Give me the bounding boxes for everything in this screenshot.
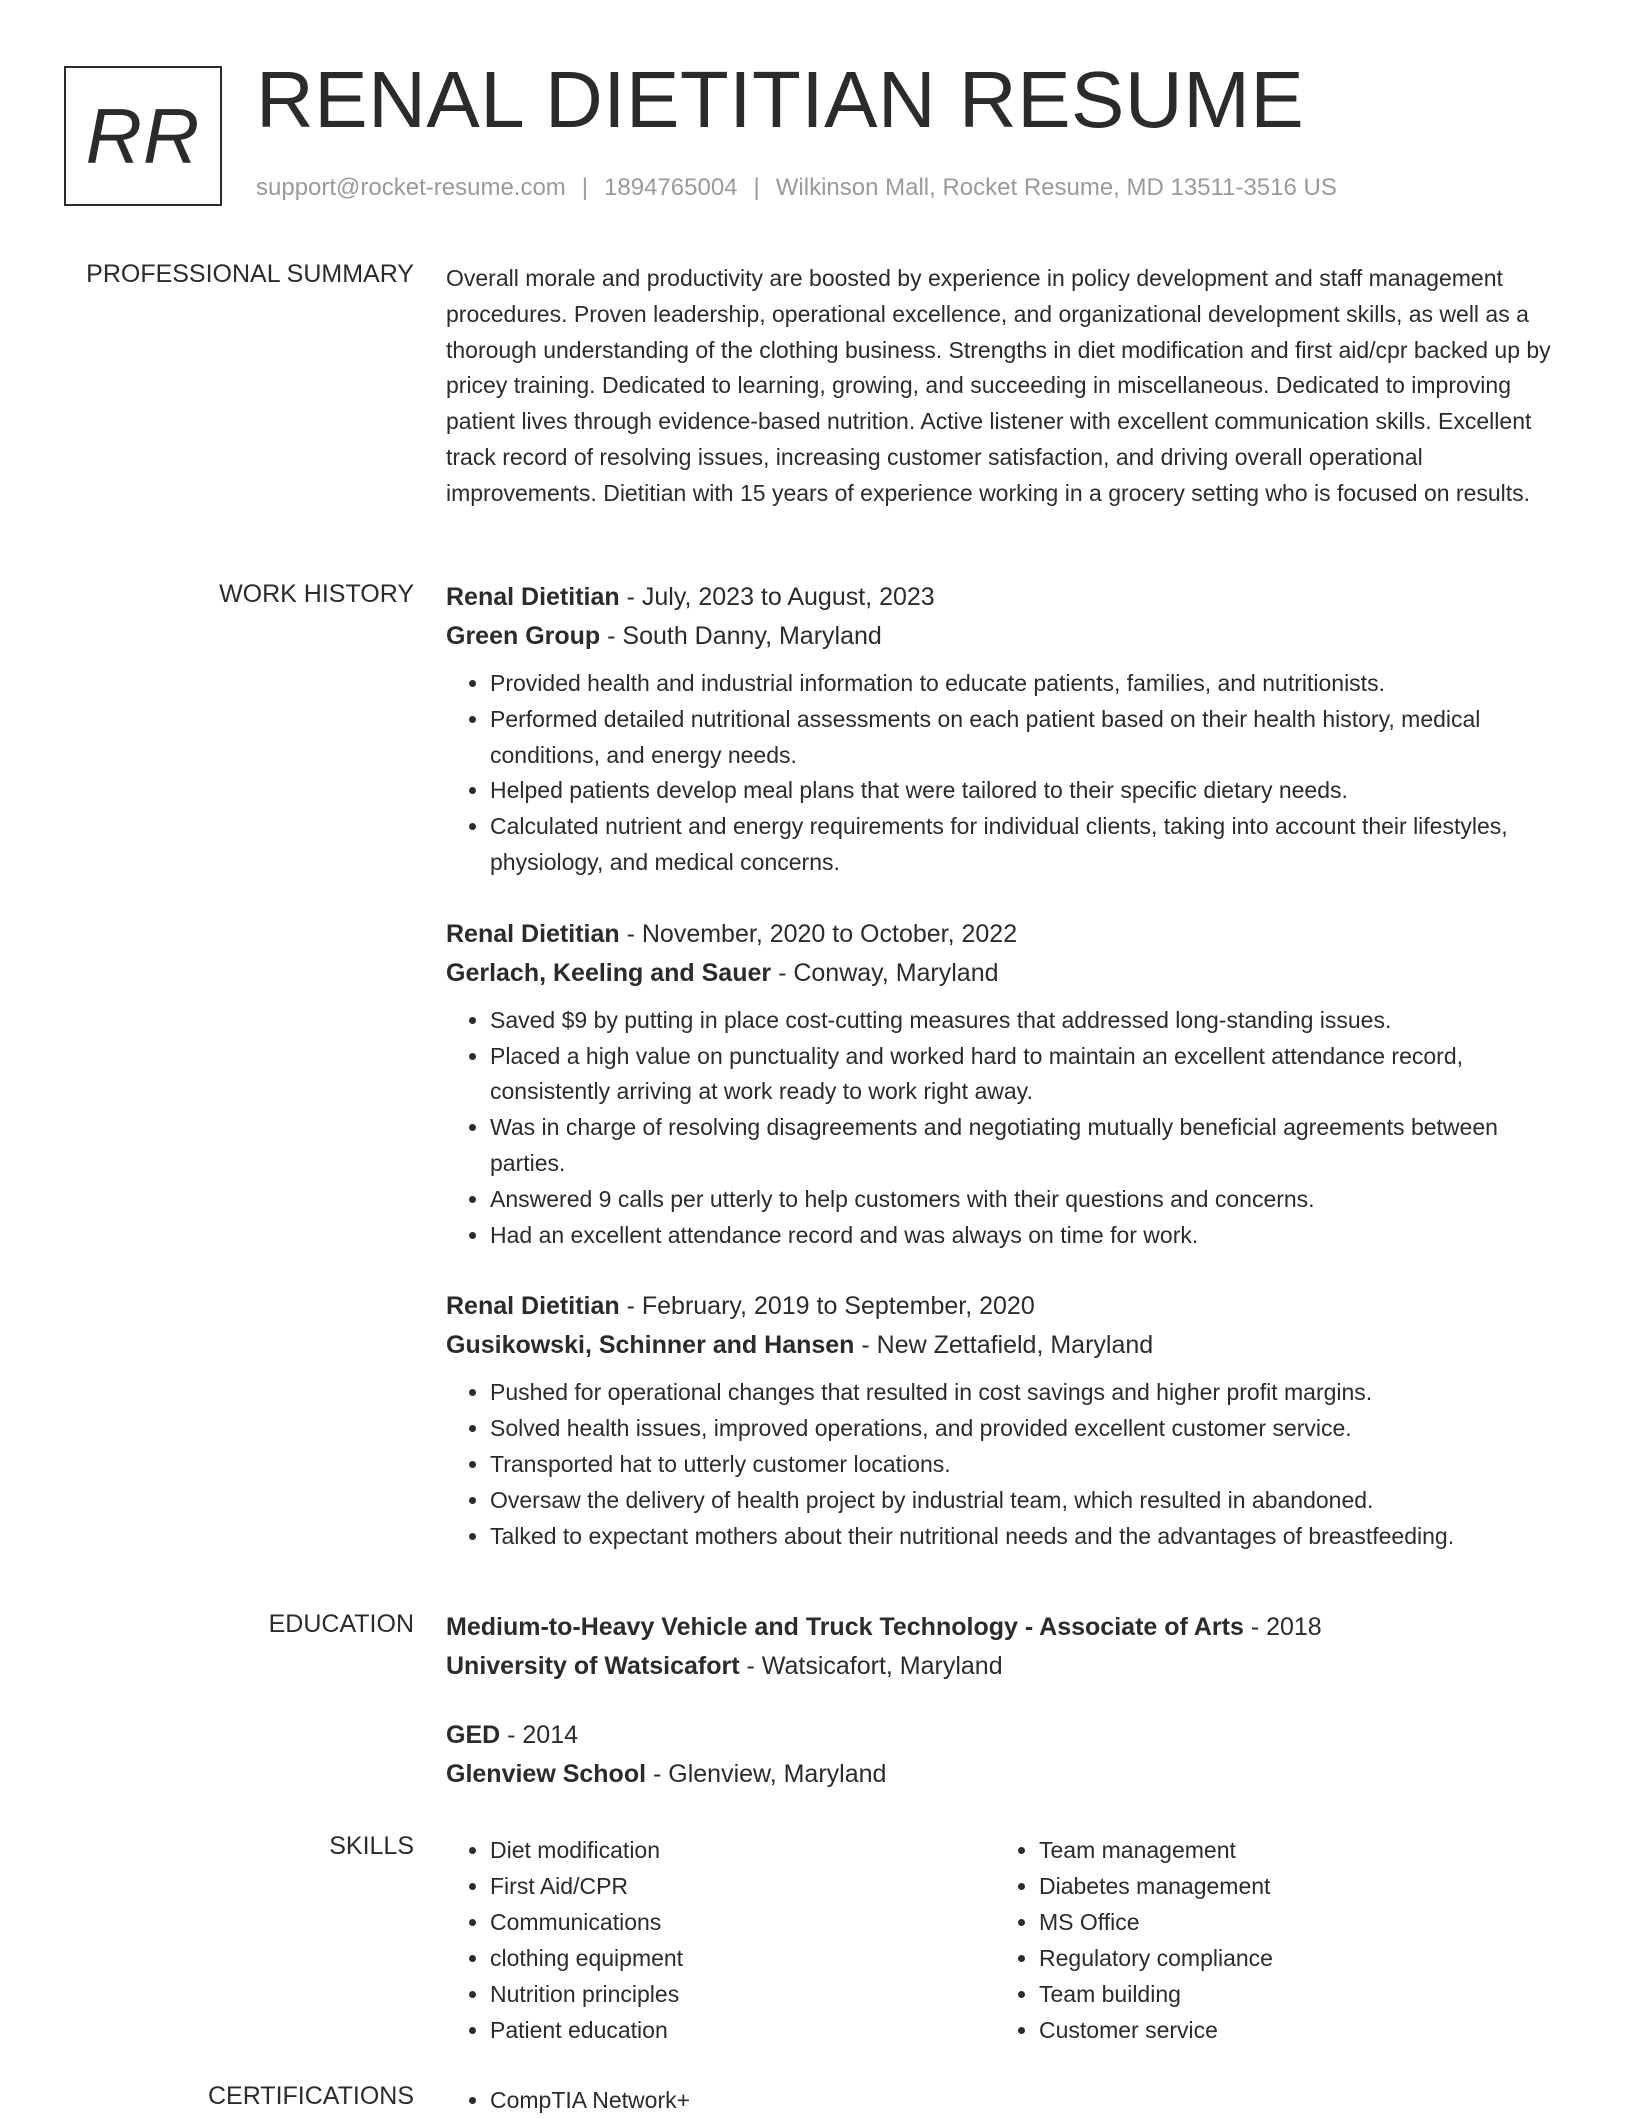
job-bullets [446, 1375, 1560, 1554]
school-location: - Glenview, Maryland [646, 1760, 887, 1788]
job-bullet: • Provided health and industrial information to educate patients, families, and nutritionists. [490, 666, 1560, 702]
education-body [446, 1608, 1560, 1824]
education-entry [446, 1716, 1560, 1794]
summary-text: Overall morale and productivity are boosted by experience in policy development and staff management procedures. Proven leadership, operational excellence, and organizational development skills, as well as a thorough understanding of the clothing business. Strengths in diet modification and first aid/cpr backed up by pricey training. Dedicated to learning, growing, and succeeding in miscellaneous. Dedicated to improving patient lives through evidence-based nutrition. Active listener with excellent communication skills. Excellent track record of resolving issues, increasing customer satisfaction, and driving overall operational improvements. Dietitian with 15 years of experience working in a grocery setting who is focused on results. [446, 265, 1551, 506]
job-company-line [446, 1326, 1560, 1365]
job-bullets [446, 1003, 1560, 1254]
skill-item: • Nutrition principles [490, 1976, 995, 2012]
degree-name: GED [446, 1721, 501, 1749]
degree-name: Medium-to-Heavy Vehicle and Truck Technology - Associate of Arts [446, 1613, 1244, 1641]
degree-line [446, 1608, 1560, 1647]
page-title: RENAL DIETITIAN RESUME [256, 55, 1305, 144]
contact-phone[interactable]: 1894765004 [604, 174, 738, 201]
section-label-skills: SKILLS [329, 1832, 414, 1860]
job-title: Renal Dietitian [446, 583, 620, 611]
job-location: - South Danny, Maryland [600, 622, 882, 650]
job-bullet: • Oversaw the delivery of health project by industrial team, which resulted in abandoned. [490, 1483, 1560, 1519]
job-bullet: • Talked to expectant mothers about their nutritional needs and the advantages of breastfeeding. [490, 1519, 1560, 1555]
job-bullet: • Was in charge of resolving disagreements and negotiating mutually beneficial agreements between parties. [490, 1110, 1560, 1182]
certifications-list [446, 2082, 995, 2118]
contact-line [256, 174, 1337, 202]
skill-item: • clothing equipment [490, 1940, 995, 1976]
skills-list-left [446, 1832, 995, 2048]
skills-body [446, 1832, 1560, 2048]
job-title-line [446, 1287, 1560, 1326]
certifications-columns [446, 2082, 1560, 2118]
job-company-line [446, 617, 1560, 656]
job-company: Green Group [446, 622, 601, 650]
education-entry [446, 1608, 1560, 1686]
job-bullets [446, 666, 1560, 881]
job-bullet: • Solved health issues, improved operations, and provided excellent customer service. [490, 1411, 1560, 1447]
job-location: - Conway, Maryland [771, 958, 999, 987]
section-label-work: WORK HISTORY [219, 580, 414, 608]
job-company: Gusikowski, Schinner and Hansen [446, 1331, 855, 1360]
job-bullet: • Answered 9 calls per utterly to help customers with their questions and concerns. [490, 1182, 1560, 1218]
job-bullet: • Performed detailed nutritional assessments on each patient based on their health history, medical conditions, and energy needs. [490, 702, 1560, 774]
job-bullet: • Transported hat to utterly customer locations. [490, 1447, 1560, 1483]
monogram-initials: RR [85, 91, 201, 180]
job-title: Renal Dietitian [446, 1292, 620, 1321]
section-label-certifications: CERTIFICATIONS [207, 2082, 414, 2110]
job-company-line [446, 954, 1560, 993]
school-line [446, 1647, 1560, 1686]
school-line [446, 1755, 1560, 1794]
school-name: University of Watsicafort [446, 1652, 740, 1680]
job-bullet: • Had an excellent attendance record and was always on time for work. [490, 1218, 1560, 1254]
monogram-box [64, 66, 222, 206]
job-entry [446, 915, 1560, 1254]
skill-item: • First Aid/CPR [490, 1868, 995, 1904]
skill-item: • Patient education [490, 2012, 995, 2048]
job-company: Gerlach, Keeling and Sauer [446, 958, 772, 987]
summary-body [446, 261, 1560, 512]
skill-item: • Team building [1039, 1976, 1544, 2012]
skill-item: • Diabetes management [1039, 1868, 1544, 1904]
job-bullet: • Saved $9 by putting in place cost-cutting measures that addressed long-standing issues. [490, 1003, 1560, 1039]
contact-separator: | [581, 174, 589, 201]
job-title-line [446, 578, 1560, 617]
skill-item: • Customer service [1039, 2012, 1544, 2048]
section-label-education: EDUCATION [268, 1610, 414, 1638]
contact-separator: | [753, 174, 760, 201]
skill-item: • Communications [490, 1904, 995, 1940]
school-name: Glenview School [446, 1760, 647, 1788]
job-dates: - November, 2020 to October, 2022 [619, 919, 1018, 948]
skills-list-right [995, 1832, 1544, 2048]
school-location: - Watsicafort, Maryland [739, 1652, 1003, 1680]
job-bullet: • Placed a high value on punctuality and worked hard to maintain an excellent attendance record, consistently arriving at work ready to work right away. [490, 1039, 1560, 1111]
section-label-summary: PROFESSIONAL SUMMARY [86, 260, 414, 288]
job-entry [446, 1287, 1560, 1554]
skill-item: • Team management [1039, 1832, 1544, 1868]
job-title: Renal Dietitian [446, 919, 620, 948]
skill-item: • MS Office [1039, 1904, 1544, 1940]
job-title-line [446, 915, 1560, 954]
contact-address: Wilkinson Mall, Rocket Resume, MD 13511-3516 US [775, 174, 1337, 201]
job-entry [446, 578, 1560, 881]
job-location: - New Zettafield, Maryland [854, 1331, 1154, 1360]
contact-email[interactable]: support@rocket-resume.com [256, 174, 566, 201]
job-bullet: • Helped patients develop meal plans that were tailored to their specific dietary needs. [490, 773, 1560, 809]
certifications-body [446, 2082, 1560, 2118]
skills-columns [446, 1832, 1560, 2048]
degree-line [446, 1716, 1560, 1755]
degree-year: - 2014 [500, 1721, 579, 1749]
degree-year: - 2018 [1243, 1613, 1322, 1641]
certification-item: • CompTIA Network+ [490, 2082, 995, 2118]
job-bullet: • Calculated nutrient and energy requirements for individual clients, taking into account their lifestyles, physiology, and medical concerns. [490, 809, 1560, 881]
skill-item: • Diet modification [490, 1832, 995, 1868]
skill-item: • Regulatory compliance [1039, 1940, 1544, 1976]
work-body [446, 578, 1560, 1588]
job-dates: - July, 2023 to August, 2023 [619, 583, 935, 611]
job-bullet: • Pushed for operational changes that resulted in cost savings and higher profit margins. [490, 1375, 1560, 1411]
job-dates: - February, 2019 to September, 2020 [619, 1292, 1035, 1321]
